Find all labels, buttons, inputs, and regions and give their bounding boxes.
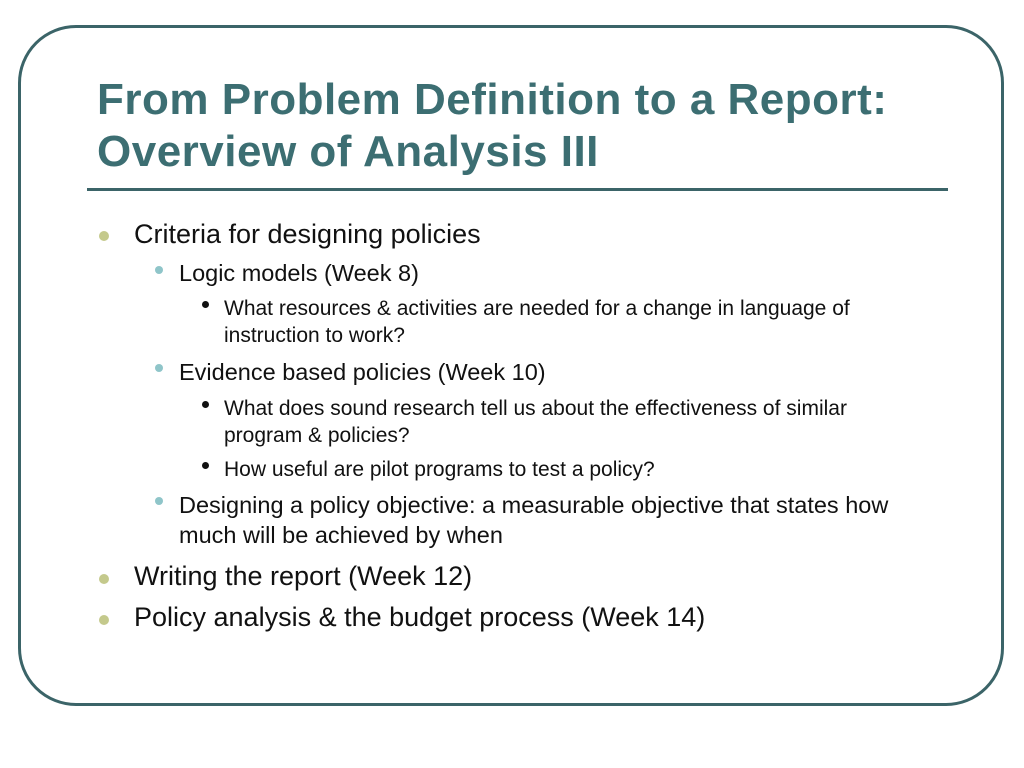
bullet-research-question: What does sound research tell us about the effectiveness of similar program & policies? <box>224 397 847 447</box>
bullet-logic-models: Logic models (Week 8) <box>179 260 419 286</box>
bullet-icon <box>202 462 209 469</box>
bullet-icon <box>99 231 109 241</box>
bullet-icon <box>202 301 209 308</box>
bullet-evidence-based: Evidence based policies (Week 10) <box>179 359 546 385</box>
bullet-writing-report: Writing the report (Week 12) <box>134 561 473 591</box>
bullet-icon <box>155 497 163 505</box>
slide-title: From Problem Definition to a Report: Overview of Analysis III <box>97 75 888 176</box>
bullet-icon <box>99 615 109 625</box>
bullet-icon <box>99 574 109 584</box>
bullet-policy-budget: Policy analysis & the budget process (Week 14) <box>134 602 706 632</box>
bullet-resources-question: What resources & activities are needed for a change in language of instruction to work? <box>224 297 850 347</box>
bullet-icon <box>155 364 163 372</box>
bullet-pilot-question: How useful are pilot programs to test a policy? <box>224 458 655 481</box>
bullet-icon <box>155 266 163 274</box>
bullet-criteria: Criteria for designing policies <box>134 219 481 249</box>
bullet-policy-objective: Designing a policy objective: a measurable objective that states how much will be achieved by when <box>179 492 889 548</box>
bullet-icon <box>202 401 209 408</box>
